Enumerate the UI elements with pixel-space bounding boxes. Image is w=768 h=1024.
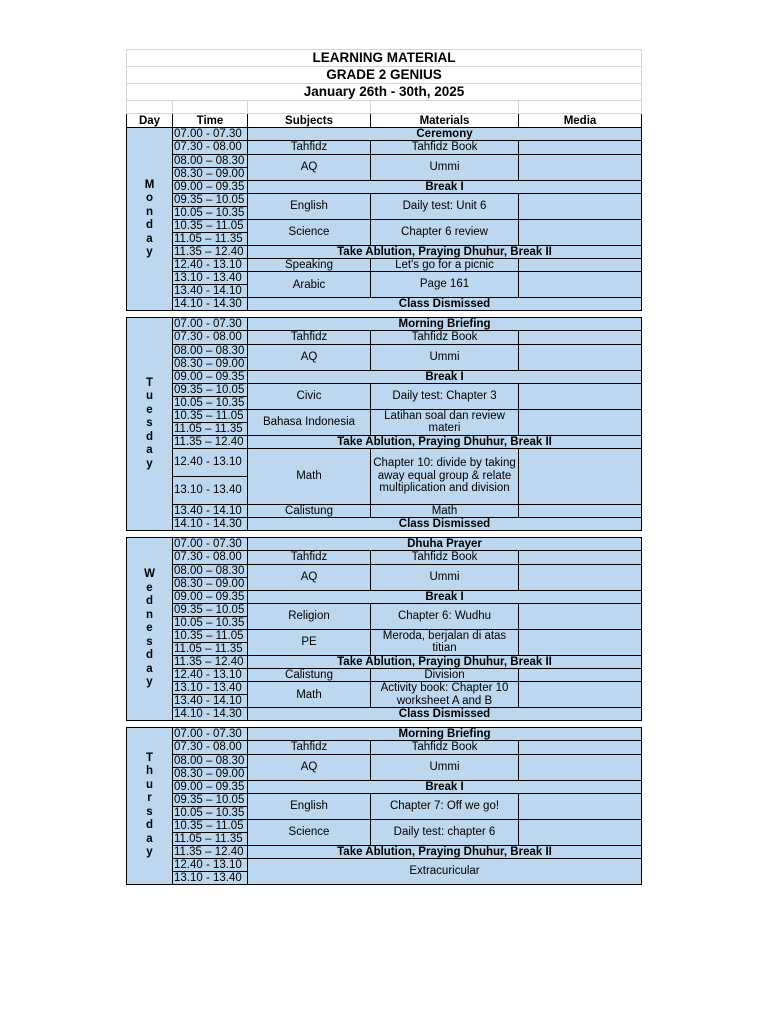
- schedule-row: [127, 219, 642, 232]
- subject-cell: AQ: [248, 754, 371, 780]
- material-cell: Let's go for a picnic: [371, 258, 519, 272]
- subject-cell: Arabic: [248, 272, 371, 298]
- media-cell: [519, 504, 642, 518]
- schedule-row: [127, 141, 642, 155]
- time-cell: 10.35 – 11.05: [173, 629, 248, 642]
- schedule-row: [127, 793, 642, 806]
- material-cell: Latihan soal dan review materi: [371, 409, 519, 435]
- day-label: [127, 128, 173, 311]
- day-letter: d: [145, 649, 154, 662]
- time-cell: 11.05 – 11.35: [173, 232, 248, 245]
- schedule-row: [127, 344, 642, 357]
- schedule-row: [127, 564, 642, 577]
- media-cell: [519, 754, 642, 780]
- subject-cell: Tahfidz: [248, 551, 371, 565]
- schedule-row: [127, 383, 642, 396]
- material-cell: Daily test: chapter 6: [371, 819, 519, 845]
- document-title: LEARNING MATERIAL: [127, 50, 642, 67]
- activity-cell: Morning Briefing: [248, 728, 642, 741]
- day-letter: e: [146, 581, 153, 594]
- day-label: [127, 318, 173, 531]
- time-cell: 11.05 – 11.35: [173, 832, 248, 845]
- time-cell: 07.30 - 08.00: [173, 741, 248, 755]
- time-cell: 10.05 – 10.35: [173, 206, 248, 219]
- schedule-row: [127, 409, 642, 422]
- subject-cell: Math: [248, 682, 371, 708]
- schedule-row: [127, 298, 642, 311]
- subject-cell: AQ: [248, 154, 371, 180]
- day-letter: o: [145, 192, 154, 204]
- material-cell: Tahfidz Book: [371, 331, 519, 345]
- schedule-row: [127, 682, 642, 695]
- day-letter: h: [145, 765, 154, 778]
- time-cell: 11.35 – 12.40: [173, 245, 248, 258]
- day-letter: e: [146, 622, 153, 635]
- media-cell: [519, 219, 642, 245]
- day-letter: u: [145, 390, 154, 403]
- day-letter: a: [146, 232, 153, 245]
- time-cell: 09.00 – 09.35: [173, 370, 248, 383]
- time-cell: 08.00 – 08.30: [173, 564, 248, 577]
- time-cell: 11.35 – 12.40: [173, 435, 248, 448]
- day-letter: d: [145, 595, 154, 608]
- media-cell: [519, 551, 642, 565]
- time-cell: 09.00 – 09.35: [173, 180, 248, 193]
- schedule-row: [127, 668, 642, 682]
- time-cell: 09.35 – 10.05: [173, 193, 248, 206]
- media-cell: [519, 741, 642, 755]
- schedule-row: [127, 180, 642, 193]
- schedule-row: [127, 858, 642, 871]
- schedule-row: [127, 258, 642, 272]
- day-letter: r: [147, 792, 152, 805]
- day-separator: [127, 311, 642, 318]
- time-cell: 08.00 – 08.30: [173, 754, 248, 767]
- subject-cell: Civic: [248, 383, 371, 409]
- time-cell: 12.40 - 13.10: [173, 448, 248, 476]
- material-cell: Tahfidz Book: [371, 551, 519, 565]
- subject-cell: AQ: [248, 344, 371, 370]
- schedule-row: [127, 245, 642, 258]
- header-day: Day: [127, 114, 173, 128]
- material-cell: Chapter 6: Wudhu: [371, 603, 519, 629]
- day-letter: n: [145, 608, 154, 621]
- activity-cell: Take Ablution, Praying Dhuhur, Break II: [248, 655, 642, 668]
- column-header-row: [127, 114, 642, 128]
- day-label: [127, 538, 173, 721]
- date-range: January 26th - 30th, 2025: [127, 84, 642, 101]
- material-cell: Chapter 10: divide by taking away equal group & relate multiplication and division: [371, 448, 519, 504]
- media-cell: [519, 668, 642, 682]
- schedule-row: [127, 128, 642, 141]
- time-cell: 13.40 - 14.10: [173, 285, 248, 298]
- material-cell: Ummi: [371, 344, 519, 370]
- time-cell: 08.30 – 09.00: [173, 577, 248, 590]
- subject-cell: Bahasa Indonesia: [248, 409, 371, 435]
- media-cell: [519, 272, 642, 298]
- spacer-row: [127, 101, 642, 114]
- time-cell: 07.00 - 07.30: [173, 318, 248, 331]
- material-cell: Math: [371, 504, 519, 518]
- schedule-row: [127, 318, 642, 331]
- header-materials: Materials: [371, 114, 519, 128]
- activity-cell: Ceremony: [248, 128, 642, 141]
- day-letter: s: [146, 417, 153, 430]
- material-cell: Division: [371, 668, 519, 682]
- time-cell: 10.05 – 10.35: [173, 396, 248, 409]
- activity-cell: Break I: [248, 590, 642, 603]
- day-letter: T: [145, 751, 154, 764]
- schedule-row: [127, 154, 642, 167]
- media-cell: [519, 793, 642, 819]
- time-cell: 10.35 – 11.05: [173, 219, 248, 232]
- schedule-row: [127, 504, 642, 518]
- time-cell: 09.00 – 09.35: [173, 590, 248, 603]
- merged-activity-cell: Extracuricular: [248, 858, 642, 884]
- time-cell: 11.05 – 11.35: [173, 642, 248, 655]
- subject-cell: Math: [248, 448, 371, 504]
- subject-cell: PE: [248, 629, 371, 655]
- schedule-row: [127, 551, 642, 565]
- material-cell: Chapter 6 review: [371, 219, 519, 245]
- day-letter: T: [145, 376, 154, 389]
- time-cell: 11.35 – 12.40: [173, 845, 248, 858]
- time-cell: 12.40 - 13.10: [173, 668, 248, 682]
- material-cell: Daily test: Unit 6: [371, 193, 519, 219]
- subject-cell: Calistung: [248, 504, 371, 518]
- media-cell: [519, 448, 642, 504]
- time-cell: 09.35 – 10.05: [173, 793, 248, 806]
- time-cell: 14.10 - 14.30: [173, 298, 248, 311]
- activity-cell: Take Ablution, Praying Dhuhur, Break II: [248, 845, 642, 858]
- time-cell: 08.30 – 09.00: [173, 767, 248, 780]
- activity-cell: Break I: [248, 180, 642, 193]
- day-letter: W: [144, 568, 155, 581]
- header-media: Media: [519, 114, 642, 128]
- media-cell: [519, 682, 642, 708]
- activity-cell: Break I: [248, 780, 642, 793]
- subject-cell: Tahfidz: [248, 331, 371, 345]
- activity-cell: Morning Briefing: [248, 318, 642, 331]
- time-cell: 08.00 – 08.30: [173, 344, 248, 357]
- subject-cell: Tahfidz: [248, 741, 371, 755]
- time-cell: 07.30 - 08.00: [173, 551, 248, 565]
- media-cell: [519, 819, 642, 845]
- time-cell: 12.40 - 13.10: [173, 858, 248, 871]
- time-cell: 07.00 - 07.30: [173, 728, 248, 741]
- schedule-row: [127, 754, 642, 767]
- subject-cell: English: [248, 193, 371, 219]
- subject-cell: Religion: [248, 603, 371, 629]
- schedule-row: [127, 518, 642, 531]
- day-letter: y: [146, 676, 153, 689]
- header-time: Time: [173, 114, 248, 128]
- time-cell: 11.05 – 11.35: [173, 422, 248, 435]
- schedule-row: [127, 603, 642, 616]
- media-cell: [519, 141, 642, 155]
- day-letter: y: [146, 246, 153, 258]
- material-cell: Tahfidz Book: [371, 741, 519, 755]
- time-cell: 13.10 - 13.40: [173, 682, 248, 695]
- time-cell: 13.40 - 14.10: [173, 695, 248, 708]
- schedule-row: [127, 370, 642, 383]
- day-letter: y: [146, 457, 153, 470]
- media-cell: [519, 564, 642, 590]
- schedule-row: [127, 629, 642, 642]
- day-letter: a: [146, 832, 153, 845]
- activity-cell: Class Dismissed: [248, 708, 642, 721]
- time-cell: 08.30 – 09.00: [173, 357, 248, 370]
- day-letter: e: [146, 403, 153, 416]
- time-cell: 08.30 – 09.00: [173, 167, 248, 180]
- subject-cell: Speaking: [248, 258, 371, 272]
- activity-cell: Dhuha Prayer: [248, 538, 642, 551]
- day-letter: a: [146, 662, 153, 675]
- time-cell: 13.10 - 13.40: [173, 272, 248, 285]
- material-cell: Meroda, berjalan di atas titian: [371, 629, 519, 655]
- schedule-row: [127, 708, 642, 721]
- schedule-row: [127, 435, 642, 448]
- activity-cell: Take Ablution, Praying Dhuhur, Break II: [248, 435, 642, 448]
- day-letter: d: [145, 819, 154, 832]
- time-cell: 14.10 - 14.30: [173, 708, 248, 721]
- activity-cell: Class Dismissed: [248, 298, 642, 311]
- material-cell: Chapter 7: Off we go!: [371, 793, 519, 819]
- time-cell: 09.00 – 09.35: [173, 780, 248, 793]
- day-separator: [127, 721, 642, 728]
- day-separator: [127, 531, 642, 538]
- schedule-table: [126, 49, 642, 885]
- time-cell: 13.40 - 14.10: [173, 504, 248, 518]
- media-cell: [519, 629, 642, 655]
- material-cell: Activity book: Chapter 10 worksheet A and B: [371, 682, 519, 708]
- time-cell: 10.05 – 10.35: [173, 806, 248, 819]
- schedule-row: [127, 741, 642, 755]
- day-letter: d: [145, 219, 154, 231]
- day-letter: u: [145, 778, 154, 791]
- time-cell: 11.35 – 12.40: [173, 655, 248, 668]
- subject-cell: Tahfidz: [248, 141, 371, 155]
- material-cell: Daily test: Chapter 3: [371, 383, 519, 409]
- schedule-row: [127, 538, 642, 551]
- media-cell: [519, 603, 642, 629]
- time-cell: 13.10 - 13.40: [173, 476, 248, 504]
- material-cell: Ummi: [371, 564, 519, 590]
- schedule-sheet: [126, 49, 641, 885]
- schedule-row: [127, 448, 642, 476]
- schedule-row: [127, 272, 642, 285]
- time-cell: 09.35 – 10.05: [173, 603, 248, 616]
- schedule-row: [127, 728, 642, 741]
- time-cell: 08.00 – 08.30: [173, 154, 248, 167]
- material-cell: Tahfidz Book: [371, 141, 519, 155]
- day-letter: d: [145, 430, 154, 443]
- subject-cell: English: [248, 793, 371, 819]
- material-cell: Ummi: [371, 754, 519, 780]
- media-cell: [519, 331, 642, 345]
- subject-cell: Calistung: [248, 668, 371, 682]
- time-cell: 09.35 – 10.05: [173, 383, 248, 396]
- day-letter: s: [146, 635, 153, 648]
- time-cell: 10.35 – 11.05: [173, 819, 248, 832]
- subject-cell: AQ: [248, 564, 371, 590]
- header-subjects: Subjects: [248, 114, 371, 128]
- day-letter: n: [145, 205, 154, 218]
- day-letter: M: [144, 178, 155, 191]
- activity-cell: Break I: [248, 370, 642, 383]
- subject-cell: Science: [248, 219, 371, 245]
- time-cell: 07.00 - 07.30: [173, 538, 248, 551]
- time-cell: 12.40 - 13.10: [173, 258, 248, 272]
- time-cell: 10.35 – 11.05: [173, 409, 248, 422]
- media-cell: [519, 344, 642, 370]
- schedule-row: [127, 590, 642, 603]
- subject-cell: Science: [248, 819, 371, 845]
- time-cell: 10.05 – 10.35: [173, 616, 248, 629]
- media-cell: [519, 409, 642, 435]
- material-cell: Page 161: [371, 272, 519, 298]
- day-label: [127, 728, 173, 885]
- media-cell: [519, 154, 642, 180]
- schedule-row: [127, 331, 642, 345]
- schedule-row: [127, 655, 642, 668]
- schedule-row: [127, 193, 642, 206]
- schedule-row: [127, 819, 642, 832]
- time-cell: 13.10 - 13.40: [173, 871, 248, 884]
- activity-cell: Class Dismissed: [248, 518, 642, 531]
- time-cell: 07.30 - 08.00: [173, 331, 248, 345]
- time-cell: 07.30 - 08.00: [173, 141, 248, 155]
- schedule-row: [127, 780, 642, 793]
- activity-cell: Take Ablution, Praying Dhuhur, Break II: [248, 245, 642, 258]
- time-cell: 07.00 - 07.30: [173, 128, 248, 141]
- class-name: GRADE 2 GENIUS: [127, 67, 642, 84]
- media-cell: [519, 193, 642, 219]
- day-letter: s: [146, 805, 153, 818]
- day-letter: a: [146, 444, 153, 457]
- schedule-row: [127, 845, 642, 858]
- media-cell: [519, 383, 642, 409]
- day-letter: y: [146, 846, 153, 859]
- time-cell: 14.10 - 14.30: [173, 518, 248, 531]
- material-cell: Ummi: [371, 154, 519, 180]
- media-cell: [519, 258, 642, 272]
